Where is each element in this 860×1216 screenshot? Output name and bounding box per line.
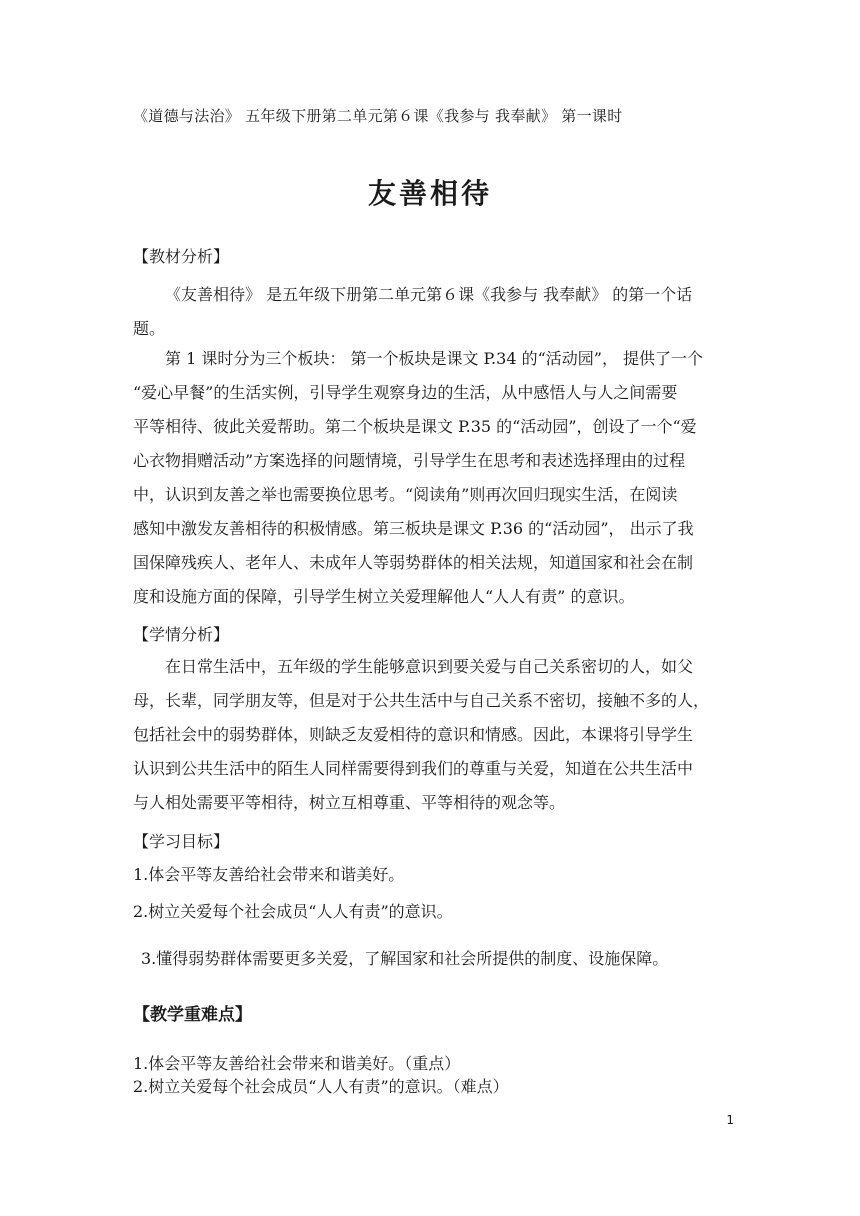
students-paragraph	[133, 650, 733, 820]
paragraph-line: “爱心早餐”的生活实例，引导学生观察身边的生活，从中感悟人与人之间需要	[133, 383, 678, 402]
keypoint-item: 2.树立关爱每个社会成员“人人有责”的意识。（难点）	[133, 1077, 509, 1096]
section-heading-material: 【教材分析】	[133, 247, 230, 266]
section-heading-students: 【学情分析】	[133, 625, 230, 644]
material-paragraph-2	[133, 342, 733, 614]
keypoint-item: 1.体会平等友善给社会带来和谐美好。（重点）	[133, 1054, 461, 1073]
paragraph-line: 与人相处需要平等相待，树立互相尊重、平等相待的观念等。	[133, 793, 566, 812]
paragraph-line: 《友善相待》 是五年级下册第二单元第６课《我参与 我奉献》 的第一个话	[165, 285, 693, 304]
paragraph-line: 平等相待、彼此关爱帮助。第二个板块是课文 P.35 的“活动园”，创设了一个“爱	[133, 417, 697, 436]
paragraph-line: 认识到公共生活中的陌生人同样需要得到我们的尊重与关爱，知道在公共生活中	[133, 759, 694, 778]
material-paragraph-1	[133, 278, 733, 346]
paragraph-line: 第 1 课时分为三个板块： 第一个板块是课文 P.34 的“活动园”， 提供了一个	[165, 349, 704, 368]
paragraph-line: 在日常生活中，五年级的学生能够意识到要关爱与自己关系密切的人，如父	[165, 657, 694, 676]
paragraph-line: 国保障残疾人、老年人、未成年人等弱势群体的相关法规，知道国家和社会在制	[133, 553, 694, 572]
lesson-title: 友善相待	[367, 177, 492, 210]
paragraph-line: 题。	[133, 319, 166, 338]
paragraph-line: 度和设施方面的保障，引导学生树立关爱理解他人“人人有责” 的意识。	[133, 587, 635, 606]
section-heading-keypoints: 【教学重难点】	[133, 1005, 252, 1025]
goal-item: 2.树立关爱每个社会成员“人人有责”的意识。	[133, 902, 453, 921]
goal-item: 1.体会平等友善给社会带来和谐美好。	[133, 865, 405, 884]
course-header: 《道德与法治》 五年级下册第二单元第６课《我参与 我奉献》 第一课时	[133, 107, 623, 125]
paragraph-line: 母，长辈，同学朋友等，但是对于公共生活中与自己关系不密切，接触不多的人，	[133, 691, 710, 710]
section-heading-goals: 【学习目标】	[133, 832, 230, 851]
paragraph-line: 感知中激发友善相待的积极情感。第三板块是课文 P.36 的“活动园”， 出示了我	[133, 519, 694, 538]
paragraph-line: 包括社会中的弱势群体，则缺乏友爱相待的意识和情感。因此，本课将引导学生	[133, 725, 694, 744]
page-number: 1	[726, 1113, 734, 1127]
paragraph-line: 中，认识到友善之举也需要换位思考。“阅读角”则再次回归现实生活，在阅读	[133, 485, 678, 504]
paragraph-line: 心衣物捐赠活动”方案选择的问题情境，引导学生在思考和表述选择理由的过程	[133, 451, 686, 470]
goal-item: 3.懂得弱势群体需要更多关爱，了解国家和社会所提供的制度、设施保障。	[141, 949, 669, 968]
